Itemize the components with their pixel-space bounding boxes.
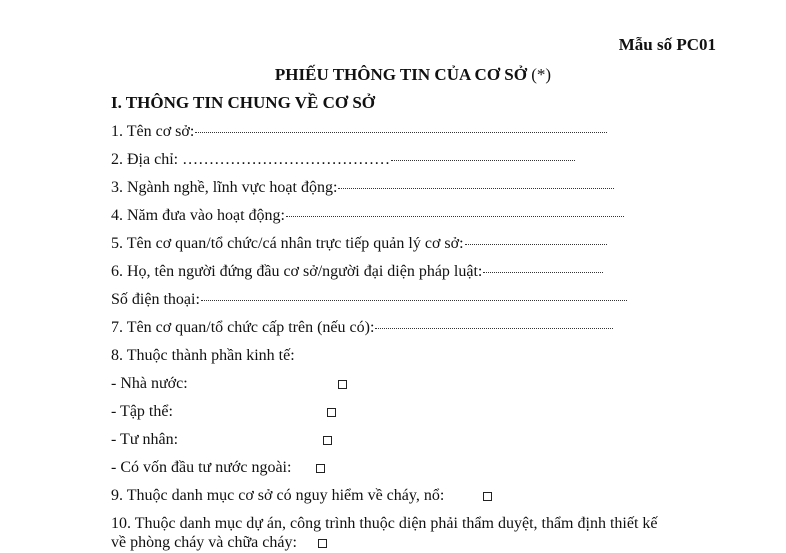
field-label: 7. Tên cơ quan/tổ chức cấp trên (nếu có):	[111, 319, 375, 336]
option-collective-label: - Tập thể:	[111, 403, 173, 420]
phone-input[interactable]	[201, 299, 627, 301]
field-address	[111, 150, 575, 170]
year-started-input[interactable]	[286, 215, 624, 217]
address-input[interactable]	[391, 159, 575, 161]
design-approval-label-line2: về phòng cháy và chữa cháy:	[111, 534, 297, 551]
field-head-person	[111, 262, 603, 282]
economic-sector-label: 8. Thuộc thành phần kinh tế:	[111, 347, 295, 364]
head-person-input[interactable]	[483, 271, 603, 273]
design-approval-label-line1: 10. Thuộc danh mục dự án, công trình thuộc diện phải thẩm duyệt, thẩm định thiết kế	[111, 515, 658, 532]
field-label: 1. Tên cơ sở:	[111, 123, 195, 140]
parent-agency-input[interactable]	[375, 327, 613, 329]
fire-hazard-checkbox[interactable]	[483, 492, 492, 501]
field-label: 5. Tên cơ quan/tổ chức/cá nhân trực tiếp quản lý cơ sở:	[111, 235, 464, 252]
managing-agency-input[interactable]	[465, 243, 607, 245]
option-foreign-label: - Có vốn đầu tư nước ngoài:	[111, 459, 292, 476]
form-title-note: (*)	[531, 65, 552, 84]
section-heading: I. THÔNG TIN CHUNG VỀ CƠ SỞ	[111, 93, 376, 112]
field-industry	[111, 178, 614, 198]
state-checkbox[interactable]	[338, 380, 347, 389]
field-managing-agency	[111, 234, 607, 254]
field-year-started	[111, 206, 624, 226]
option-state-label: - Nhà nước:	[111, 375, 188, 392]
private-checkbox[interactable]	[323, 436, 332, 445]
form-code: Mẫu số PC01	[618, 35, 716, 54]
design-approval-checkbox[interactable]	[318, 539, 327, 548]
collective-checkbox[interactable]	[327, 408, 336, 417]
field-label: 3. Ngành nghề, lĩnh vực hoạt động:	[111, 179, 338, 196]
fire-hazard-label: 9. Thuộc danh mục cơ sở có nguy hiểm về cháy, nổ:	[111, 487, 445, 504]
option-private-label: - Tư nhân:	[111, 431, 179, 448]
form-title-text: PHIẾU THÔNG TIN CỦA CƠ SỞ	[274, 65, 527, 84]
field-label: Số điện thoại:	[111, 291, 200, 308]
facility-name-input[interactable]	[195, 131, 607, 133]
industry-input[interactable]	[338, 187, 614, 189]
field-phone	[111, 290, 627, 310]
field-label: 2. Địa chỉ: …………………………………	[111, 151, 391, 168]
foreign-investment-checkbox[interactable]	[316, 464, 325, 473]
field-label: 4. Năm đưa vào hoạt động:	[111, 207, 285, 224]
form-title	[0, 65, 786, 85]
field-facility-name	[111, 122, 607, 142]
field-label: 6. Họ, tên người đứng đầu cơ sở/người đại diện pháp luật:	[111, 263, 483, 280]
field-parent-agency	[111, 318, 613, 338]
